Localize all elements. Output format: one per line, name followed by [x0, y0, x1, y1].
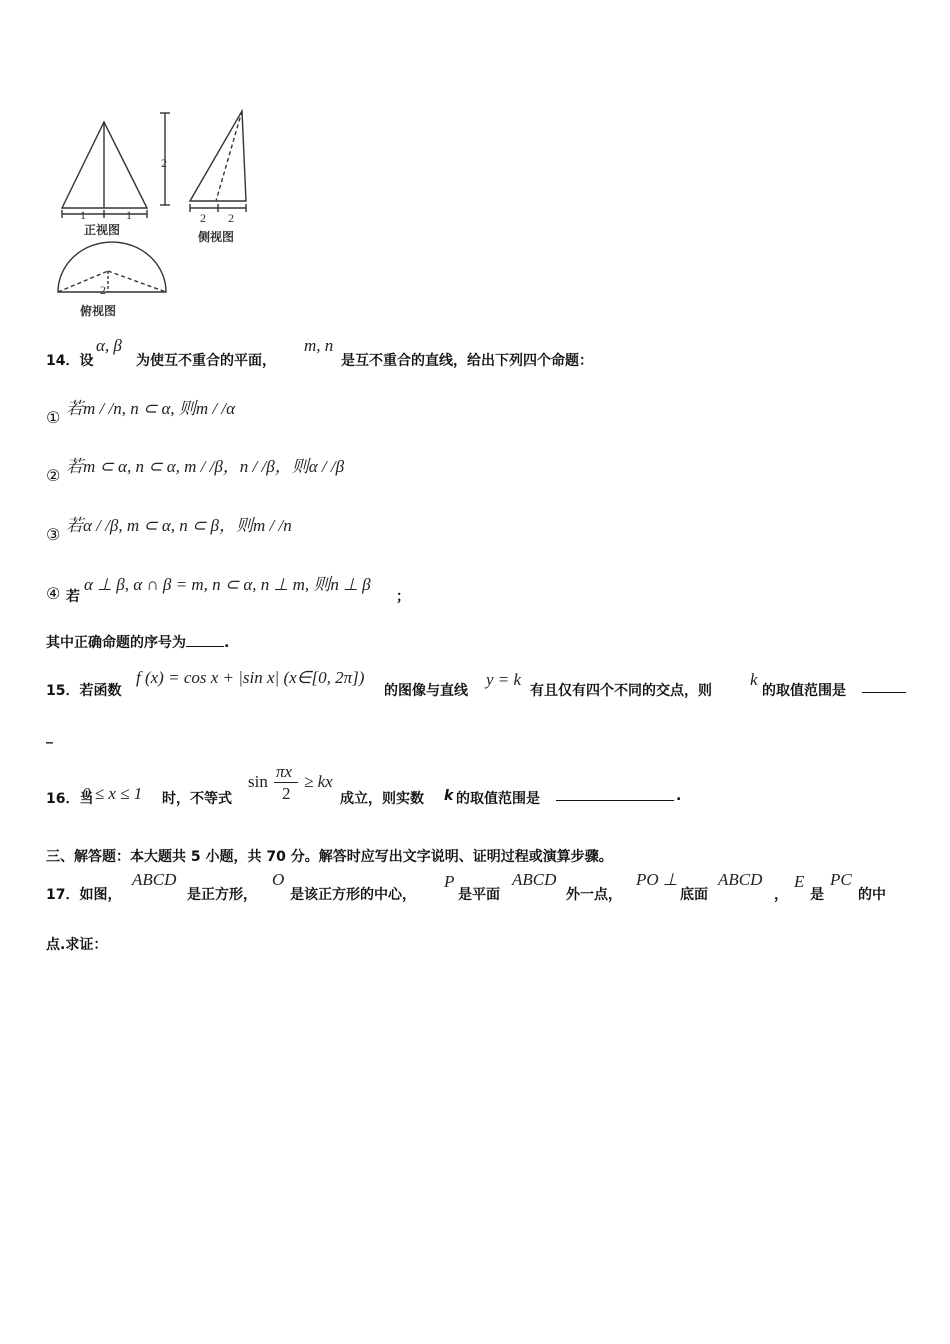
q17-t3: 是平面: [458, 887, 500, 903]
q15-answer-blank[interactable]: [862, 680, 906, 693]
item2-text: 若m ⊂ α, n ⊂ α, m / /β，n / /β，则α / /β: [66, 457, 345, 476]
q15-k: k: [750, 670, 758, 689]
q14-answer: [46, 632, 229, 652]
q17-abcd3: ABCD: [718, 870, 763, 889]
item4-pre: 若: [66, 589, 80, 605]
q17-t6: ，: [774, 887, 788, 903]
front-left-dim: 1: [80, 208, 86, 222]
q16-end: .: [676, 788, 682, 804]
q15-func: f (x) = cos x + |sin x| (x∈[0, 2π]): [136, 668, 365, 687]
q16-frac-num: πx: [276, 762, 293, 781]
q14-alpha-beta: α, β: [96, 336, 122, 355]
item1-text: 若m / /n, n ⊂ α, 则m / /α: [66, 399, 236, 418]
q15-text2: 有且仅有四个不同的交点，则: [530, 683, 712, 699]
item4-end: ；: [396, 589, 410, 605]
q17-o: O: [272, 870, 285, 889]
q16-frac-bar: [274, 782, 298, 783]
q14-text1: 为使互不重合的平面，: [136, 353, 276, 369]
front-right-dim: 1: [126, 208, 132, 222]
item3-text: 若α / /β, m ⊂ α, n ⊂ β，则m / /n: [66, 516, 292, 535]
top-view-label: 俯视图: [80, 304, 117, 318]
q17-t8: 的中: [858, 887, 886, 903]
q17-abcd2: ABCD: [512, 870, 557, 889]
top-dim: 2: [100, 283, 106, 297]
section3-title: 三、解答题：本大题共 5 小题，共 70 分。解答时应写出文字说明、证明过程或演算步骤。: [46, 849, 613, 865]
q16-number: 16．当: [46, 791, 94, 807]
q16-ineq: ≥ kx: [304, 772, 333, 791]
q14-answer-text: 其中正确命题的序号为: [46, 635, 186, 651]
q14-answer-end: .: [224, 635, 230, 651]
q17-number: 17．如图，: [46, 887, 122, 903]
q15-number: 15．若函数: [46, 683, 122, 699]
q16-range: 0 ≤ x ≤ 1: [82, 784, 143, 803]
q17-t2: 是该正方形的中心，: [290, 887, 416, 903]
item1-mark: ①: [46, 408, 61, 427]
side-left-dim: 2: [200, 211, 206, 225]
q15-text1: 的图像与直线: [384, 683, 468, 699]
q17-abcd1: ABCD: [132, 870, 177, 889]
item4-text: α ⊥ β, α ∩ β = m, n ⊂ α, n ⊥ m, 则n ⊥ β: [84, 575, 371, 594]
q15-text3: 的取值范围是: [762, 683, 846, 699]
q16-answer-blank[interactable]: [556, 788, 674, 801]
q17-t4: 外一点，: [566, 887, 622, 903]
q17-e: E: [794, 872, 805, 891]
q16-stem: [46, 762, 746, 812]
q17-pc: PC: [830, 870, 852, 889]
front-view-label: 正视图: [84, 223, 121, 237]
side-view-label: 侧视图: [198, 230, 235, 244]
q17-t7: 是: [810, 887, 824, 903]
q16-text3: 的取值范围是: [456, 791, 540, 807]
q17-t5: 底面: [680, 887, 708, 903]
q17-p: P: [444, 872, 455, 891]
item3-mark: ③: [46, 525, 61, 544]
q14-number: 14．设: [46, 353, 94, 369]
q17-po: PO ⊥: [636, 870, 678, 889]
three-view-figure: [40, 95, 270, 325]
item2-mark: ②: [46, 466, 61, 485]
front-height-dim: 2: [161, 156, 167, 170]
q14-mn: m, n: [304, 336, 334, 355]
q16-sin: sin: [248, 772, 268, 791]
q15-continued: _: [46, 728, 53, 744]
q16-text2: 成立，则实数: [340, 791, 424, 807]
q16-frac-den: 2: [282, 784, 291, 803]
side-right-dim: 2: [228, 211, 234, 225]
q17-line2: 点.求证：: [46, 937, 108, 953]
q14-answer-blank[interactable]: [186, 634, 224, 647]
q16-k: k: [444, 788, 454, 804]
q16-text1: 时，不等式: [162, 791, 232, 807]
q15-line: y = k: [486, 670, 522, 689]
q17-t1: 是正方形，: [187, 887, 257, 903]
item4-mark: ④: [46, 584, 61, 603]
q17-stem: [46, 870, 916, 910]
q14-text2: 是互不重合的直线，给出下列四个命题：: [341, 353, 593, 369]
